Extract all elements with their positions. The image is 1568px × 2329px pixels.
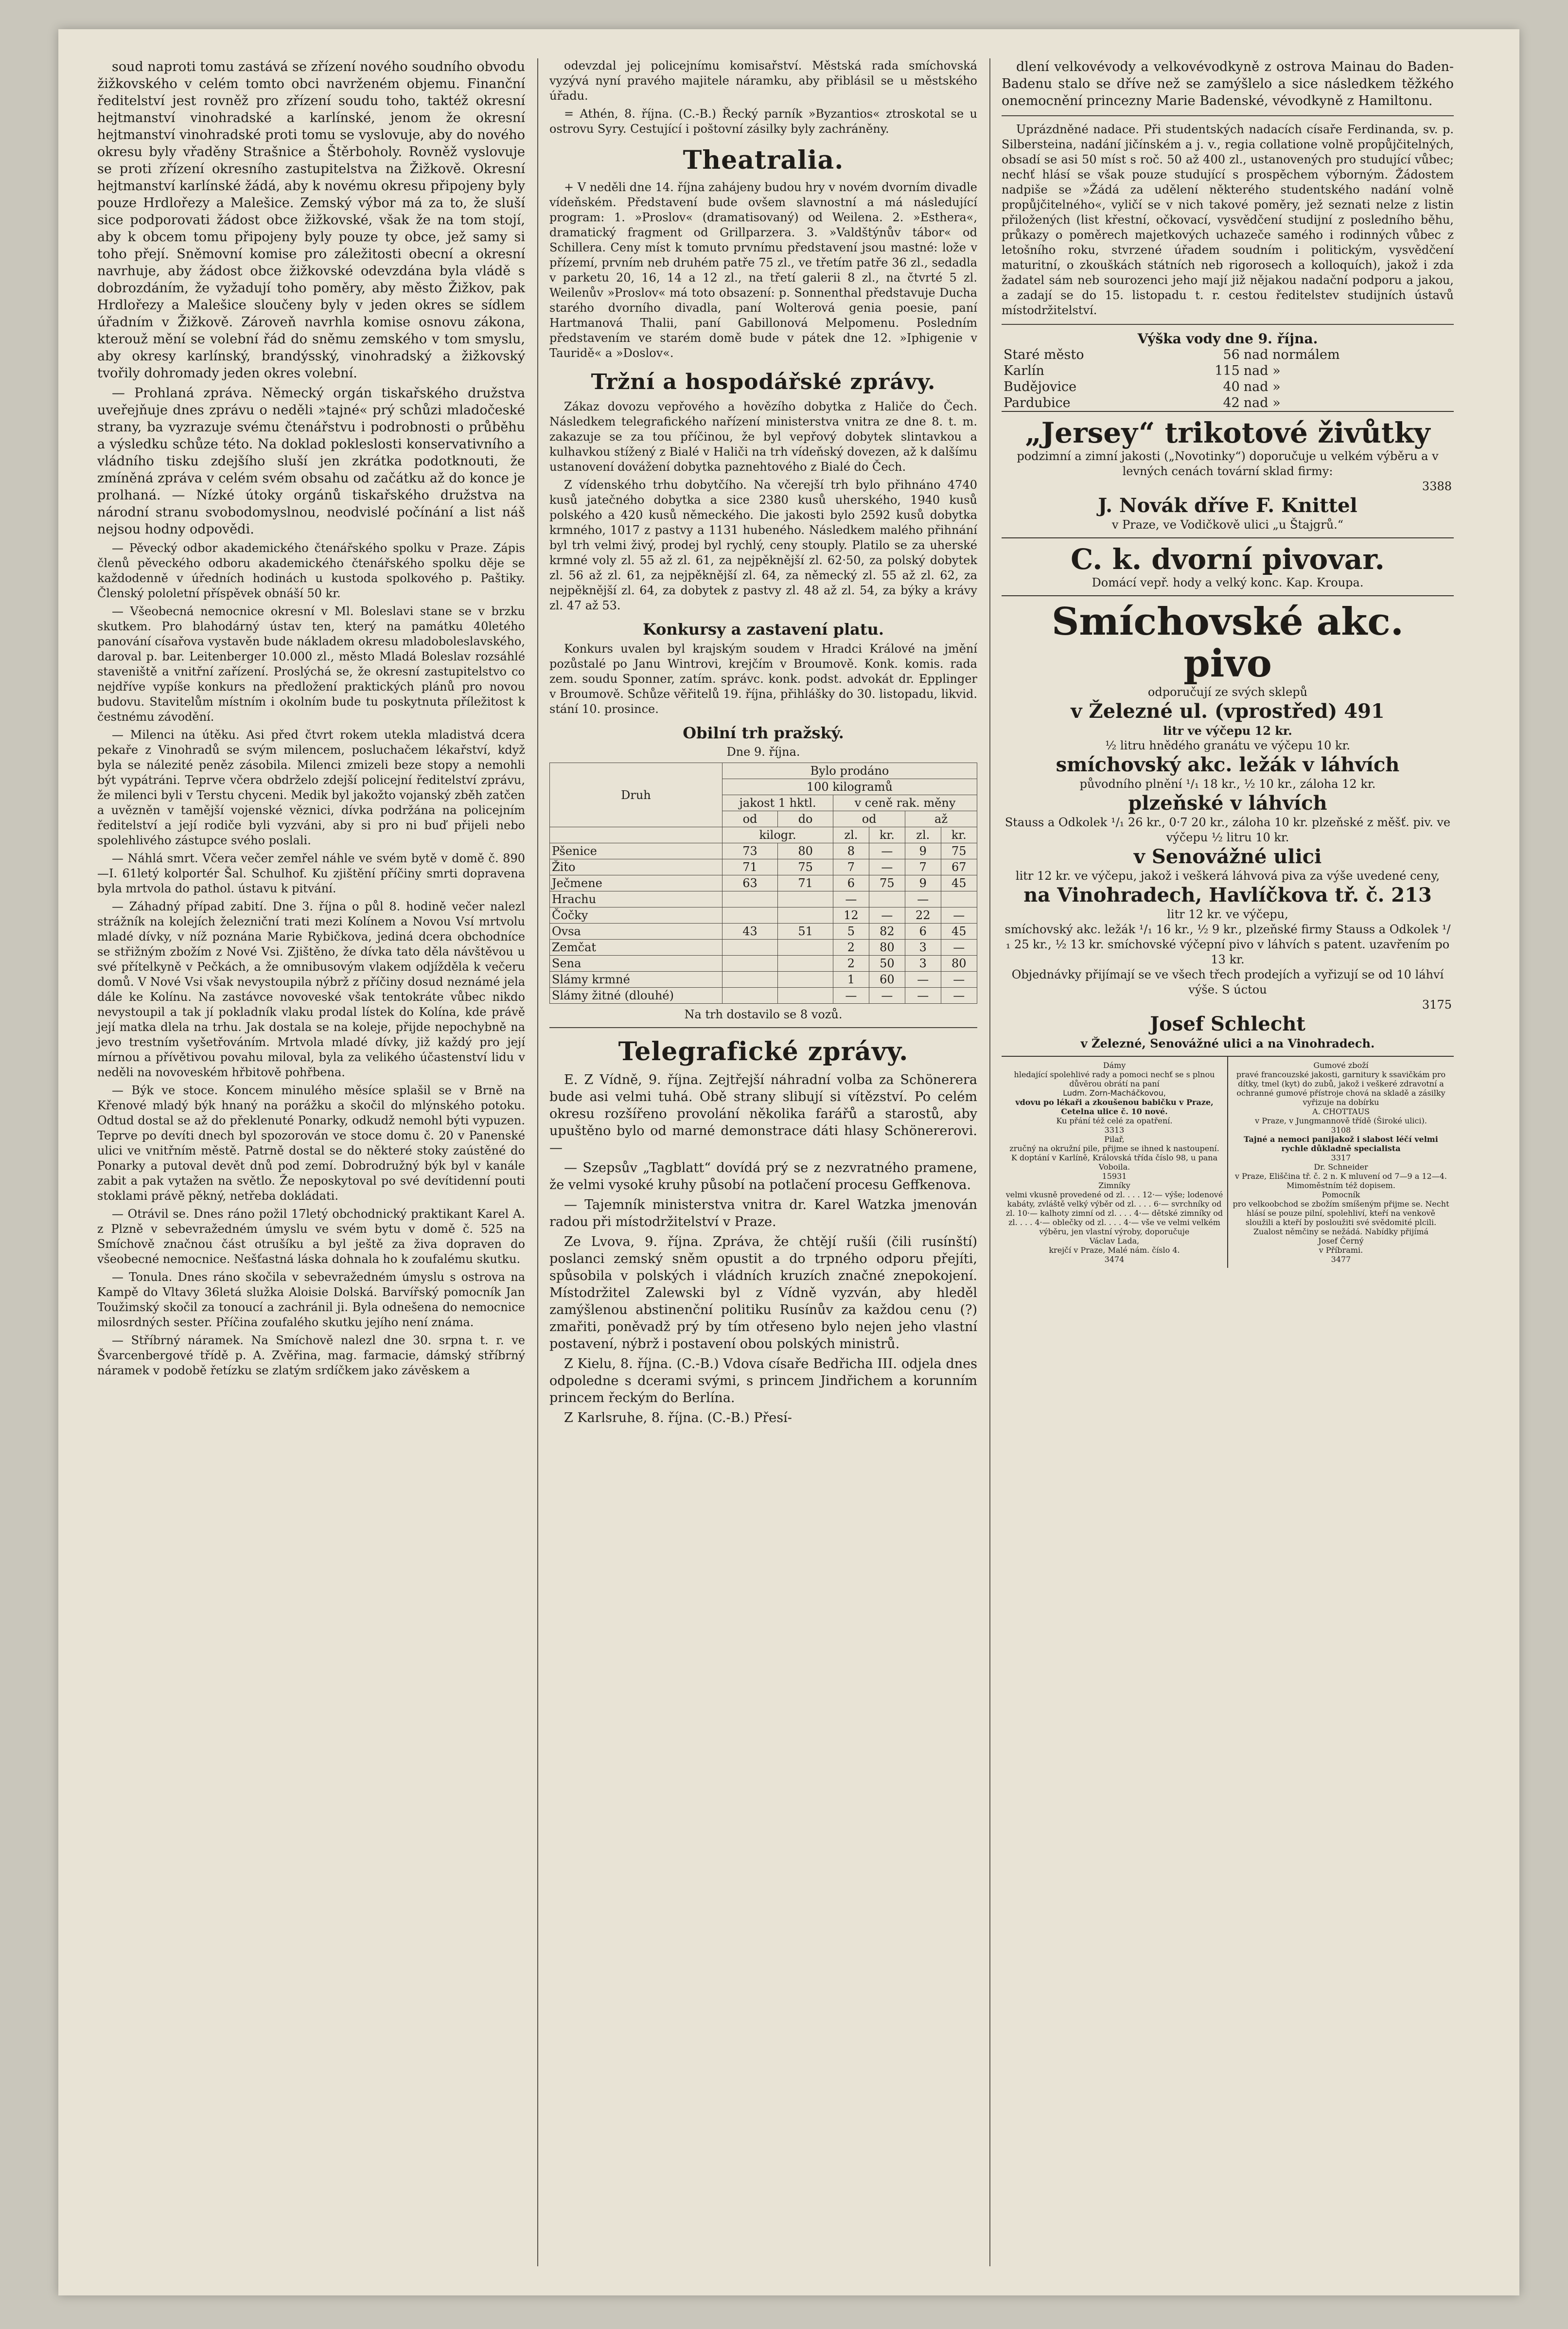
- table-cell: 75: [869, 875, 905, 891]
- table-cell: —: [941, 972, 977, 988]
- table-cell: [869, 891, 905, 907]
- article-paragraph: — Tonula. Dnes ráno skočila v sebevražedném úmyslu s ostrova na Kampě do Vltavy 36letá služka Aloisie Dolská. Barvířský pomocník Jan Toužimský skočil za tonoucí a zachránil ji. Byla odnešena do nemocnice milosrdných sester. Příčina zoufalého skutku jejího není známa.: [97, 1270, 525, 1329]
- table-cell: 7: [905, 859, 941, 875]
- table-cell: 115: [1215, 363, 1240, 378]
- article-paragraph: E. Z Vídně, 9. října. Zejtřejší náhradní volba za Schönerera bude asi velmi tuhá. Obě strany slibují si vítězství. Po celém okresu rozšířeno provolání několika farářů a starostů, aby upuštěno bylo od marné demonstrace dáti hlasy Schönererovi. —: [549, 1072, 977, 1156]
- ad-title: Smíchovské akc. pivo: [1051, 600, 1404, 686]
- section-heading-market: Tržní a hospodářské zprávy.: [591, 370, 936, 394]
- table-cell: 7: [833, 859, 869, 875]
- table-cell: [722, 972, 777, 988]
- column-rule: [537, 58, 538, 2266]
- table-cell: Čočky: [550, 907, 722, 924]
- table-cell: 56: [1223, 347, 1240, 362]
- table-cell: Žito: [550, 859, 722, 875]
- ad-signature: Josef Schlecht: [1150, 1013, 1305, 1035]
- table-header: až: [905, 811, 977, 827]
- table-cell: [722, 988, 777, 1004]
- ad-title: Gumové zboží: [1313, 1061, 1369, 1070]
- article-paragraph: — Všeobecná nemocnice okresní v Ml. Boleslavi stane se v brzku skutkem. Pro blahodárný ústav ten, který na památku 40letého panování císařova vystavěn bude nákladem okresu mladoboleslavského, daroval p. bar. Leitenberger 10.000 zl., město Mladá Boleslav rozsáhlé staveniště a vnitřní zařízení. Proslýchá se, že okresní zastupitelstvo co nejdříve vypíše konkurs na předložení praktických plánů pro novou budovu. Stavitelům místním i okolním bude tu poskytnuta příležitost k čestnému závodění.: [97, 604, 525, 724]
- table-header: v ceně rak. měny: [833, 795, 977, 811]
- ad-text: plzeňské v láhvích: [1128, 792, 1327, 815]
- column-3: [1002, 58, 1454, 1268]
- ad-text: vdovu po lékaři a zkoušenou babičku v Praze, Cetelna ulice č. 10 nové.: [1015, 1098, 1214, 1116]
- divider: [1002, 115, 1454, 116]
- table-cell: 71: [722, 859, 777, 875]
- newspaper-page: [58, 29, 1519, 2295]
- ad-text: v Senovážné ulici: [1133, 845, 1322, 868]
- table-cell: [778, 940, 833, 956]
- table-cell: —: [869, 859, 905, 875]
- table-cell: 3: [905, 940, 941, 956]
- table-row: [550, 891, 977, 907]
- article-paragraph: — Milenci na útěku. Asi před čtvrt rokem utekla mladistvá dcera pekaře z Vinohradů se svým milencem, posluchačem lékařství, když byla se nálezité peněz zásobila. Milenci zmizeli beze stopy a nemohli být vypátráni. Teprve včera obdrželo zdejší policejní ředitelství zprávu, že milenci byli v Terstu chyceni. Medik byl jakožto vojanský zběh zatčen a uvězněn v tamější vojenské věznici, dívka podržána na policejním ředitelství a její rodiče byli vyzváni, aby si pro ni buď přijeli nebo spolehlivého zástupce svého poslali.: [97, 728, 525, 847]
- ad-text: smíchovský akc. ležák v láhvích: [1056, 753, 1400, 776]
- article-paragraph: — Otrávil se. Dnes ráno požil 17letý obchodnický praktikant Karel A. z Plzně v sebevražedném úmyslu ve svém bytu v domě č. 525 na Smíchově značnou část otrušíku a byl ještě za živa dopraven do všeobecné nemocnice. Nešťastná láska dohnala ho k zoufalému skutku.: [97, 1207, 525, 1266]
- table-cell: [722, 940, 777, 956]
- table-cell: 63: [722, 875, 777, 891]
- ad-name: Dr. Schneider: [1314, 1162, 1368, 1172]
- table-cell: nad »: [1243, 379, 1281, 394]
- table-row: [550, 843, 977, 859]
- table-cell: 45: [941, 924, 977, 940]
- table-cell: [722, 956, 777, 972]
- article-paragraph: — Náhlá smrt. Včera večer zemřel náhle ve svém bytě v domě č. 890—I. 61letý kolportér Šal. Schulhof. Ku zjištění příčiny smrti dopravena byla mrtvola do pathol. ústavu k pitvání.: [97, 852, 525, 895]
- table-row: [1002, 347, 1454, 363]
- table-cell: 3: [905, 956, 941, 972]
- table-header: od: [722, 811, 777, 827]
- article-paragraph: Konkurs uvalen byl krajským soudem v Hradci Králové na jmění pozůstalé po Janu Wintrovi, krejčím v Broumově. Konk. komis. rada zem. soudu Sponner, zatím. správc. konk. podst. advokát dr. Epplinger v Broumově. Schůze věřitelů 19. října, přihlášky do 30. listopadu, likvid. stání 10. prosince.: [549, 642, 977, 716]
- table-cell: nad »: [1243, 363, 1281, 378]
- ad-address: v Příbrami.: [1319, 1245, 1363, 1255]
- table-cell: 80: [778, 843, 833, 859]
- table-cell: Pšenice: [550, 843, 722, 859]
- table-cell: 5: [833, 924, 869, 940]
- table-header: Druh: [550, 763, 722, 827]
- table-cell: 1: [833, 972, 869, 988]
- table-cell: Sena: [550, 956, 722, 972]
- table-cell: 22: [905, 907, 941, 924]
- divider: [1002, 324, 1454, 325]
- table-cell: [722, 907, 777, 924]
- ad-number: 3313: [1104, 1125, 1125, 1135]
- article-paragraph: — Býk ve stoce. Koncem minulého měsíce splašil se v Brně na Křenové mladý býk hnaný na porážku a skočil do mlýnského potoku. Odtud dostal se až do překlenuté Ponarky, odkudž nemohl býti vypuzen. Teprve po devíti dnech byl spozorován ve stoce domu č. 20 v Panenské ulici ve vnitřním městě. Patrně dostal se do některé stoky zaústěné do Ponarky a putoval devět dnů pod zemí. Dobrodružný býk byl v kanále zabit a pak vytažen na světlo. Že neposkytoval po své devítidenní pouti stoklami právě pěkný, netřeba dokládati.: [97, 1084, 525, 1203]
- water-level-title: Výška vody dne 9. října.: [1137, 331, 1318, 347]
- ad-text: litr 12 kr. ve výčepu,: [1167, 907, 1288, 921]
- ad-number: 3175: [1422, 998, 1452, 1012]
- table-header: Bylo prodáno: [722, 763, 977, 779]
- ad-name: Pilař,: [1104, 1135, 1125, 1144]
- ad-number: 3317: [1331, 1153, 1351, 1162]
- table-cell: 12: [833, 907, 869, 924]
- article-paragraph: Z vídenského trhu dobytčího. Na včerejší trh bylo přihnáno 4740 kusů jatečného dobytka a sice 2380 kusů uherského, 1940 kusů polského a 420 kusů německého. Die jakosti bylo 2592 kusů dobytka krmného, 1017 z pastvy a 1131 hubeného. Následkem malého přihnání byl trh velmi živý, prodej byl rychlý, ceny stouply. Platilo se za uherské krmné voly zl. 55 až zl. 61, za nejpěknější zl. 62·50, za polský dobytek zl. 56 až zl. 61, za nejpěknější zl. 64, za německý zl. 55 až zl. 62, za nejpěknější zl. 64, za dobytek z pastvy zl. 48 až zl. 54, za býky a krávy zl. 47 až 53.: [549, 478, 977, 612]
- table-cell: Slámy krmné: [550, 972, 722, 988]
- table-cell: 75: [941, 843, 977, 859]
- table-cell: —: [941, 940, 977, 956]
- divider: [549, 1027, 977, 1028]
- ad-name: Ludm. Zorn-Macháčkovou,: [1063, 1088, 1166, 1098]
- ad-grid: [1002, 1056, 1454, 1268]
- table-cell: 45: [941, 875, 977, 891]
- column-1: [97, 58, 525, 1381]
- table-row: [1002, 395, 1454, 411]
- table-header: od: [833, 811, 905, 827]
- ad-smichov-beer: [1002, 595, 1454, 1056]
- column-rule: [989, 58, 990, 2266]
- ad-text: hledající spolehlivé rady a pomoci nechť se s plnou důvěrou obrátí na paní: [1014, 1070, 1215, 1088]
- ad-number: 3477: [1331, 1255, 1351, 1264]
- ad-address: v Železné, Senovážné ulici a na Vinohradech.: [1080, 1036, 1375, 1050]
- ad-text: pravé francouzské jakosti, garnitury k ssavičkám pro dítky, tmel (kyt) do zubů, jakož i veškeré zdravotní a ochranné gumové přístroje chová na skladě a zásilky vyřizuje na dobírku: [1236, 1070, 1446, 1107]
- table-cell: 2: [833, 940, 869, 956]
- article-paragraph: — Záhadný případ zabití. Dne 3. října o půl 8. hodině večer nalezl strážník na kolejích železniční trati mezi Kolínem a Novou Vsí mrtvolu mladé dívky, v níž poznána Marie Rybičkova, jediná dcera obchodníce se střižným zbožím z Nové Vsi. Zjištěno, že dívka tato děla návštěvou u své přítelkyně v Pečkách, a že omnibusovým vlakem odjížděla k večeru domů. V Nové Vsi však nevystoupila nýbrž z příčiny dosud neznámé jela dále ke Kolínu. Na zastávce novoveské však tentokráte vůbec nikdo nevystoupil a tak jí pokladník vlaku prodal lístek do Kolína, kde právě její matka dlela na trhu. Jak dostala se na koleje, přijde nepochybně na jevo trestním vyšetřováním. Mrtvola mladé dívky, již každý pro její mírnou a přívětivou povahu miloval, byla za velikého účastenství lidu v neděli na novoveském hřbitově pohřbena.: [97, 900, 525, 1079]
- table-cell: Karlín: [1004, 363, 1044, 378]
- table-cell: —: [869, 988, 905, 1004]
- section-heading-theatralia: Theatralia.: [683, 145, 844, 175]
- table-row: [550, 956, 977, 972]
- ad-right-column: [1228, 1057, 1454, 1268]
- ad-text: velmi vkusně provedené od zl. . . . 12·— výše; lodenové kabáty, zvláště velký výběr od zl. . . . 6·— svrchníky od zl. 10·— kalhoty zimní od zl. . . . 4·— dětské zimníky od zl. . . . 4·— oblečky od zl. . . . 4·— vše ve velmi velkém výběru, jen vlastní výroby, doporučuje: [1005, 1190, 1223, 1236]
- table-cell: nad »: [1243, 395, 1281, 410]
- table-cell: —: [869, 843, 905, 859]
- ad-text: Objednávky přijímají se ve všech třech prodejích a vyřizují se od 10 láhví výše. S úctou: [1011, 968, 1444, 996]
- ad-address: krejčí v Praze, Malé nám. číslo 4.: [1049, 1245, 1180, 1255]
- ad-text: litr ve výčepu 12 kr.: [1163, 724, 1292, 738]
- table-cell: [722, 891, 777, 907]
- table-cell: 75: [778, 859, 833, 875]
- table-row: [550, 940, 977, 956]
- table-cell: Zemčat: [550, 940, 722, 956]
- ad-address: v Praze, ve Vodičkově ulici „u Štajgrů.“: [1111, 518, 1344, 532]
- table-cell: 67: [941, 859, 977, 875]
- table-cell: —: [833, 891, 869, 907]
- table-cell: Budějovice: [1004, 379, 1077, 394]
- ad-address: v Praze, Eliščina tř. č. 2 n. K mluvení od 7—9 a 12—4. Mimoměstním též dopisem.: [1235, 1172, 1447, 1190]
- table-row: [550, 859, 977, 875]
- ad-number: 3474: [1104, 1255, 1125, 1264]
- table-cell: 6: [833, 875, 869, 891]
- article-paragraph: — Tajemník ministerstva vnitra dr. Karel Watzka jmenován radou při místodržitelství v Praze.: [549, 1197, 977, 1229]
- section-heading-telegraf: Telegrafické zprávy.: [618, 1037, 909, 1067]
- table-header: jakost 1 hktl.: [722, 795, 833, 811]
- table-row: [1002, 363, 1454, 379]
- ad-name: A. CHOTTAUS: [1312, 1107, 1370, 1116]
- table-cell: 80: [941, 956, 977, 972]
- table-cell: 82: [869, 924, 905, 940]
- table-row: [550, 988, 977, 1004]
- article-paragraph: odevzdal jej policejnímu komisařství. Městská rada smíchovská vyzývá nyní pravého majitele náramku, aby přiblásil se u městského úřadu.: [549, 59, 977, 103]
- ad-title: C. k. dvorní pivovar.: [1071, 543, 1385, 576]
- ad-text: smíchovský akc. ležák ¹/₁ 16 kr., ½ 9 kr., plzeňské firmy Stauss a Odkolek ¹/₁ 25 kr., ½ 13 kr. smíchovské výčepní pivo v láhvích s patent. uzavřením po 13 kr.: [1004, 923, 1451, 966]
- table-cell: —: [941, 907, 977, 924]
- article-paragraph: — Stříbrný náramek. Na Smíchově nalezl dne 30. srpna t. r. ve Švarcenbergové třídě p. A. Zvěřina, mag. farmacie, dámský stříbrný náramek v podobě řetízku se zlatým srdíčkem jako závěskem a: [97, 1333, 525, 1377]
- table-cell: Ovsa: [550, 924, 722, 940]
- article-paragraph: + V neděli dne 14. října zahájeny budou hry v novém dvorním divadle vídeňském. Představení bude ovšem slavnostní a má následující program: 1. »Proslov« (dramatisovaný) od Weilena. 2. »Esthera«, dramatický fragment od Grillparzera. 3. »Valdštýnův tábor« od Schillera. Ceny míst k tomuto prvnímu představení jsou mastné: lože v přízemí, prvním neb druhém patře 75 zl., ve třetím patře 36 zl., sedadla v parketu 20, 16, 14 a 12 zl., na třetí galerii 8 zl., na čtvrté 5 zl. Weilenův »Proslov« má toto obsazení: p. Sonnenthal představuje Ducha starého dvorního divadla, paní Wolterová genia poesie, paní Hartmanová Thalii, paní Gabillonová Melpomenu. Posledním představením ve starém domě bude v pátek dne 12. »Iphigenie v Tauridě« a »Doslov«.: [549, 180, 977, 360]
- ad-title: Pomocník: [1321, 1190, 1360, 1199]
- table-header: kilogr.: [722, 827, 833, 843]
- grain-market-title: Obilní trh pražský.: [683, 724, 844, 742]
- ad-text: v Železné ul. (vprostřed) 491: [1071, 700, 1385, 723]
- table-row: [550, 875, 977, 891]
- ad-jersey: [1002, 411, 1454, 537]
- ad-pivovar: [1002, 537, 1454, 595]
- ad-text: původního plnění ¹/₁ 18 kr., ½ 10 kr., záloha 12 kr.: [1079, 777, 1376, 791]
- table-cell: 40: [1223, 379, 1240, 394]
- table-cell: —: [905, 972, 941, 988]
- section-heading-konkursy: Konkursy a zastavení platu.: [642, 620, 884, 639]
- article-paragraph: Z Karlsruhe, 8. října. (C.-B.) Přesí-: [564, 1410, 792, 1425]
- table-row: [550, 907, 977, 924]
- table-cell: —: [905, 891, 941, 907]
- article-paragraph: Uprázdněné nadace. Při studentských nadacích císaře Ferdinanda, sv. p. Silbersteina, nadání jičínském a j. v., regia collatione volně propůjčitelných, obsadí se asi 50 míst s roč. 50 až 400 zl., ustanovených pro studující vůbec; nechť hlásí se však pouze studující s prospěchem výborným. Žádostem nadpiše se »Žádá za udělení některého studentského nadání volně propůjčitelného«, vyličí se v nich takové poměry, jež seznati nelze z listin přiložených (list křestní, očkovací, vysvědčení studijní z posledního běhu, průkazy o poměrech majetkových uchazeče samého i rodinných vůbec z letošního roku, stvrzené úřadem soudním i politickým, vysvědčení maturitní, o zkouškách státních neb rigorosech a kolloquích), jakož i zda žadatel sám neb sourozenci jeho mají již nějakou nadační podporu a jakou, a zadají se do 15. listopadu t. r. cestou ředitelstev studijních ústavů místodržitelství.: [1002, 123, 1454, 317]
- ad-name: J. Novák dříve F. Knittel: [1098, 494, 1357, 517]
- table-cell: 71: [778, 875, 833, 891]
- article-paragraph: — Szepsův „Tagblatt“ dovídá prý se z nezvratného pramene, že velmi vysoké kruhy působí na potlačení procesu Geffkenova.: [549, 1160, 977, 1192]
- table-cell: 43: [722, 924, 777, 940]
- water-level-table: [1002, 347, 1454, 411]
- table-cell: —: [833, 988, 869, 1004]
- ad-text: ½ litru hnědého granátu ve výčepu 10 kr.: [1105, 739, 1351, 752]
- ad-address: v Praze, v Jungmannově třídě (Široké ulici).: [1255, 1116, 1427, 1125]
- table-cell: 2: [833, 956, 869, 972]
- ad-text: Stauss a Odkolek ¹/₁ 26 kr., 0·7 20 kr., záloha 10 kr. plzeňské z měšť. piv. ve výčepu ½ litru 10 kr.: [1004, 816, 1451, 844]
- table-cell: [778, 988, 833, 1004]
- ad-number: 15931: [1102, 1172, 1127, 1181]
- table-header: kr.: [869, 827, 905, 843]
- table-header: 100 kilogramů: [722, 779, 977, 795]
- article-paragraph: — Pěvecký odbor akademického čtenářského spolku v Praze. Zápis členů pěveckého odboru akademického čtenářského spolku děje se každodenně v úředních hodinách u kustoda spolkového p. Paštiky. Členský pololetní příspěvek obnáší 50 kr.: [97, 541, 525, 600]
- table-row: [1002, 379, 1454, 395]
- table-cell: —: [941, 988, 977, 1004]
- grain-price-table: [549, 763, 977, 1004]
- table-cell: [778, 956, 833, 972]
- table-cell: —: [869, 907, 905, 924]
- table-cell: [778, 972, 833, 988]
- table-cell: [778, 891, 833, 907]
- table-cell: 50: [869, 956, 905, 972]
- table-cell: 6: [905, 924, 941, 940]
- table-row: [550, 972, 977, 988]
- table-cell: 9: [905, 875, 941, 891]
- table-cell: [941, 891, 977, 907]
- article-paragraph: = Athén, 8. října. (C.-B.) Řecký parník »Byzantios« ztroskotal se u ostrovu Syry. Cestující i poštovní zásilky byly zachráněny.: [549, 107, 977, 136]
- table-cell: 73: [722, 843, 777, 859]
- ad-name: Josef Černý: [1318, 1236, 1364, 1245]
- table-cell: Staré město: [1004, 347, 1084, 362]
- article-paragraph: dlení velkovévody a velkovévodkyně z ostrova Mainau do Baden-Badenu stalo se dříve než se zamýšlelo a sice následkem těžkého onemocnění princezny Marie Badenské, vévodkyně z Hamiltonu.: [1002, 59, 1454, 108]
- table-cell: 42: [1223, 395, 1240, 410]
- table-cell: 8: [833, 843, 869, 859]
- table-cell: Slámy žitné (dlouhé): [550, 988, 722, 1004]
- table-cell: 9: [905, 843, 941, 859]
- article-paragraph: Ze Lvova, 9. října. Zpráva, že chtějí rušíi (čili rusínští) poslanci zemský sněm opustit a do trpného odporu přejíti, spůsobila v polských i vládních kruzích značné znepokojení. Místodržitel Zalewski byl z Vídně vyzván, aby hleděl zamýšlenou abstinenční politiku Rusínův za každou cenu (?) zmařiti, poněvadž prý by tím otřeseno bylo nejen jeho vlastní postavení, nýbrž i postavení obou polských ministrů.: [549, 1234, 977, 1351]
- table-cell: —: [905, 988, 941, 1004]
- ad-text: zručný na okružní pile, přijme se ihned k nastoupení. K doptání v Karlíně, Královská třída číslo 98, u pana Voboila.: [1009, 1144, 1219, 1172]
- table-header: zl.: [833, 827, 869, 843]
- table-header: zl.: [905, 827, 941, 843]
- table-cell: Ječmene: [550, 875, 722, 891]
- ad-title: Zimníky: [1098, 1181, 1130, 1190]
- ad-number: 3388: [1422, 480, 1452, 493]
- column-2: [549, 58, 977, 1429]
- ad-text: litr 12 kr. ve výčepu, jakož i veškerá láhvová piva za výše uvedené ceny,: [1015, 869, 1440, 883]
- grain-footer: Na trh dostavilo se 8 vozů.: [684, 1008, 843, 1021]
- ad-text: pro velkoobchod se zbožím smíšeným přijme se. Necht hlásí se pouze pilní, spolehliví, kteří na venkově sloužili a kteří by posloužiti své svědomité plcili. Zualost němčiny se nežádá. Nabídky přijímá: [1233, 1199, 1449, 1236]
- table-cell: Pardubice: [1004, 395, 1071, 410]
- ad-text: na Vinohradech, Havlíčkova tř. č. 213: [1023, 884, 1432, 907]
- article-paragraph: — Prohlaná zpráva. Německý orgán tiskařského družstva uveřejňuje dnes zprávu o neděli »tajné« prý schůzi mladočeské strany, ba vyzrazuje svému čtenářstvu i podrobnosti o průběhu a výsledku schůze této. Na doklad pokleslosti konservativního a vládního tisku zdejšího sluší jen zkrátka podotknouti, že zmíněná zpráva v celém svém obsahu od začátku až do konce je prolhaná. — Nízké útoky orgánů tiskařského družstva na národní stranu svobodomyslnou, neodvislé počínání a list náš nejsou hodny odpovědi.: [97, 386, 525, 537]
- ad-text: odporučují ze svých sklepů: [1147, 685, 1308, 699]
- table-row: [550, 924, 977, 940]
- table-cell: 60: [869, 972, 905, 988]
- article-paragraph: Z Kielu, 8. října. (C.-B.) Vdova císaře Bedřicha III. odjela dnes odpoledne s dcerami svými, s princem Jindřichem a korunním princem řeckým do Berlína.: [549, 1356, 977, 1405]
- ad-name: Václav Lada,: [1089, 1236, 1140, 1245]
- ad-title: „Jersey“ trikotové živůtky: [1025, 416, 1430, 449]
- ad-title: Dámy: [1103, 1061, 1126, 1070]
- table-header: do: [778, 811, 833, 827]
- table-cell: 51: [778, 924, 833, 940]
- ad-text: Ku přání též celé za opatření.: [1056, 1116, 1173, 1125]
- table-cell: nad normálem: [1243, 347, 1340, 362]
- article-paragraph: Zákaz dovozu vepřového a hovězího dobytka z Haliče do Čech. Následkem telegrafického nařízení ministerstva vnitra ze dne 8. t. m. zakazuje se za tou příčinou, že byl vepřový dobytek slintavkou a kulhavkou stížený z Bialé v Haliči na trh vídeňský dovezen, až k dalšímu ustanovení dovážení dobytka paznehtového z Bialé do Čech.: [549, 400, 977, 474]
- table-cell: 80: [869, 940, 905, 956]
- ad-text: Domácí vepř. hody a velký konc. Kap. Kroupa.: [1092, 576, 1364, 589]
- ad-left-column: [1002, 1057, 1228, 1268]
- table-header: kr.: [941, 827, 977, 843]
- ad-number: 3108: [1331, 1125, 1351, 1135]
- table-cell: [778, 907, 833, 924]
- article-paragraph: soud naproti tomu zastává se zřízení nového soudního obvodu žižkovského v celém tomto obci navrženém objemu. Finanční ředitelství jest rovněž pro zřízení soudu toho, taktéž okresní hejtmanství vinohradské a karlínské, jenom že okresní hejtmanství vinohradské proti tomu se vyslovuje, aby do nového okresu byly vřaděny Strašnice a Štěrboholy. Rovněž vyslovuje se proti zřízení okresního zastupitelstva na Žižkově. Okresní hejtmanství karlínské žádá, aby k novému okresu připojeny byly pouze Hrdlořezy a Malešice. Zemský výbor má za to, že sluší sice podporovati žádost obce žižkovské, však že na tom stojí, aby k obcem tomu připojeny byly pouze ty obce, jež samy si toho přejí. Sněmovní komise pro záležitosti obecní a okresní navrhuje, aby žádost obce žižkovské odevzdána byla vládě s dobrozdáním, že vyžadují toho poměry, aby město Žižkov, pak Hrdlořezy a Malešice sloučeny byly v jeden okres se sídlem úřadním v Žižkově. Zároveň navrhla komise osnovu zákona, kterouž mění se volební řád do sněmu zemského v tom smyslu, aby okresy karlínský, brandýsský, vinohradský a žižkovský tvořily dohromady jeden okres volební.: [97, 59, 525, 381]
- ad-text: Tajné a nemoci panijakož i slabost léčí velmi rychle důkladně specialista: [1244, 1135, 1438, 1153]
- ad-text: podzimní a zimní jakosti („Novotinky“) doporučuje u velkém výběru a v levných cenách tovární sklad firmy:: [1017, 449, 1439, 478]
- grain-market-date: Dne 9. října.: [726, 745, 800, 759]
- table-cell: Hrachu: [550, 891, 722, 907]
